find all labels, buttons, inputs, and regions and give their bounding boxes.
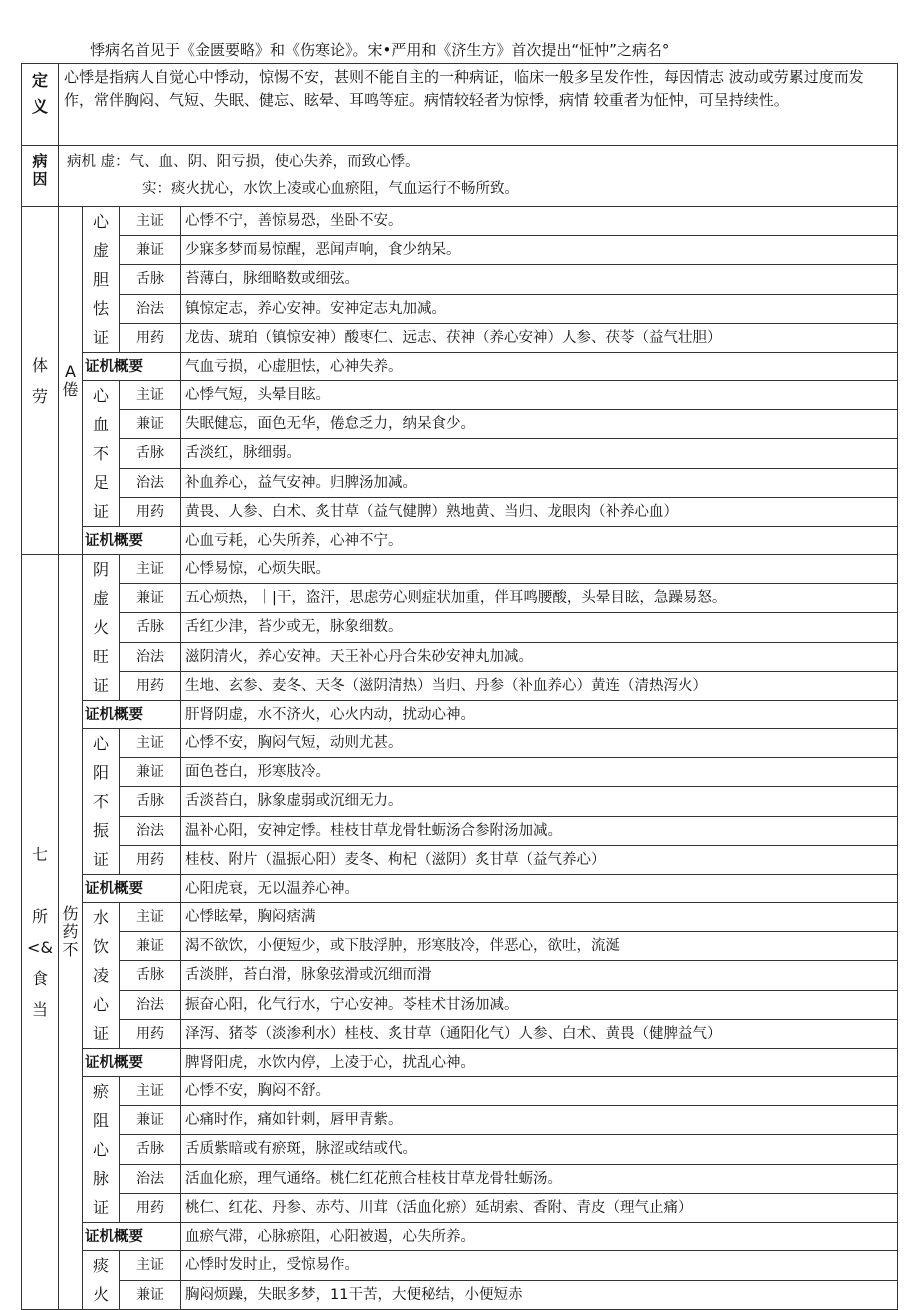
definition-text: 心悸是指病人自觉心中悸动，惊惕不安，甚则不能自主的一种病证，临床一般多呈发作性，每因情志 波动或劳累过度而发作，常伴胸闷、气短、失眠、健忘、眩晕、耳鸣等症。病情较轻者为惊悸，病情 较重者为怔忡，可呈持续性。 (59, 64, 898, 146)
intro-line: 悸病名首见于《金匮要略》和《伤寒论》。宋•严用和《济生方》首次提出“怔忡”之病名° (90, 41, 670, 59)
medicine-text: 泽泻、猪苓（淡渗利水）桂枝、炙甘草（通阳化气）人参、白术、黄畏（健脾益气） (181, 1019, 898, 1048)
mechanism-label: 证机概要 (83, 701, 181, 729)
secondary-symptom-label: 兼证 (120, 236, 181, 265)
secondary-symptom-text: 五心烦热，｜|干，盗汗，思虑劳心则症状加重，伴耳鸣腰酸，头晕目眩，急躁易怒。 (181, 584, 898, 613)
syndrome-row (22, 236, 898, 265)
group-label: 体 劳 (22, 207, 59, 555)
syndrome-name: 痰 火 (83, 1251, 120, 1310)
medicine-label: 用药 (120, 323, 181, 352)
palpitation-table (21, 63, 898, 1310)
treatment-label: 治法 (120, 294, 181, 323)
mechanism-text: 心阳虎衰，无以温养心神。 (181, 875, 898, 903)
mechanism-row (22, 701, 898, 729)
mechanism-text: 血瘀气滞，心脉瘀阻，心阳被遏，心失所养。 (181, 1223, 898, 1251)
tongue-pulse-text: 苔薄白，脉细略数或细弦。 (181, 265, 898, 294)
tongue-pulse-text: 舌红少津，苔少或无，脉象细数。 (181, 613, 898, 642)
main-symptom-text: 心悸易惊，心烦失眠。 (181, 555, 898, 584)
mechanism-text: 心血亏耗，心失所养，心神不宁。 (181, 527, 898, 555)
syndrome-row (22, 207, 898, 236)
syndrome-row (22, 410, 898, 439)
treatment-label: 治法 (120, 1164, 181, 1193)
treatment-text: 滋阴清火，养心安神。天王补心丹合朱砂安神丸加减。 (181, 642, 898, 671)
tongue-pulse-label: 舌脉 (120, 961, 181, 990)
medicine-text: 生地、玄参、麦冬、天冬（滋阴清热）当归、丹参（补血养心）黄连（清热泻火） (181, 671, 898, 700)
definition-label: 定义 (22, 64, 59, 146)
secondary-symptom-label: 兼证 (120, 584, 181, 613)
group-sublabel: A 倦 (59, 207, 83, 555)
syndrome-row (22, 323, 898, 352)
tongue-pulse-label: 舌脉 (120, 1135, 181, 1164)
group-label: 七 所 <& 食 当 (22, 555, 59, 1310)
syndrome-row (22, 497, 898, 526)
cause-label: 病因 (22, 146, 59, 207)
medicine-label: 用药 (120, 1019, 181, 1048)
syndrome-row (22, 613, 898, 642)
tongue-pulse-text: 舌质紫暗或有瘀斑，脉涩或结或代。 (181, 1135, 898, 1164)
medicine-text: 桂枝、附片（温振心阳）麦冬、枸杞（滋阴）炙甘草（益气养心） (181, 845, 898, 874)
syndrome-name: 心 虚 胆 怯 证 (83, 207, 120, 353)
syndrome-row (22, 845, 898, 874)
syndrome-row (22, 903, 898, 932)
syndrome-row (22, 265, 898, 294)
main-symptom-label: 主证 (120, 207, 181, 236)
syndrome-row (22, 1019, 898, 1048)
mechanism-row (22, 1223, 898, 1251)
treatment-text: 振奋心阳，化气行水，宁心安神。苓桂术甘汤加减。 (181, 990, 898, 1019)
syndrome-name: 瘀 阻 心 脉 证 (83, 1077, 120, 1223)
syndrome-row (22, 584, 898, 613)
mechanism-row (22, 875, 898, 903)
treatment-text: 补血养心，益气安神。归脾汤加减。 (181, 468, 898, 497)
main-symptom-label: 主证 (120, 729, 181, 758)
mechanism-row (22, 1049, 898, 1077)
syndrome-row (22, 729, 898, 758)
cause-text (59, 146, 898, 207)
syndrome-row (22, 1106, 898, 1135)
syndrome-row (22, 381, 898, 410)
cause-excess: 实：痰火扰心，水饮上凌或心血瘀阻，气血运行不畅所致。 (142, 181, 519, 197)
main-symptom-text: 心悸气短，头晕目眩。 (181, 381, 898, 410)
medicine-text: 黄畏、人参、白术、炙甘草（益气健脾）熟地黄、当归、龙眼肉（补养心血） (181, 497, 898, 526)
syndrome-row (22, 961, 898, 990)
treatment-text: 温补心阳，安神定悸。桂枝甘草龙骨牡蛎汤合参附汤加减。 (181, 816, 898, 845)
mechanism-label: 证机概要 (83, 1223, 181, 1251)
tongue-pulse-text: 舌淡苔白，脉象虚弱或沉细无力。 (181, 787, 898, 816)
syndrome-row (22, 555, 898, 584)
secondary-symptom-text: 少寐多梦而易惊醒，恶闻声响，食少纳呆。 (181, 236, 898, 265)
main-symptom-text: 心悸不安，胸闷气短，动则尤甚。 (181, 729, 898, 758)
group-sublabel: 伤 药 不 (59, 555, 83, 1310)
mechanism-row (22, 353, 898, 381)
cause-deficiency: 病机 虚：气、血、阴、阳亏损，使心失养，而致心悸。 (67, 154, 420, 170)
secondary-symptom-text: 胸闷烦躁，失眠多梦，11干苦，大便秘结，小便短赤 (181, 1280, 898, 1310)
mechanism-text: 肝肾阴虚，水不济火，心火内动，扰动心神。 (181, 701, 898, 729)
medicine-text: 桃仁、红花、丹参、赤芍、川茸（活血化瘀）延胡索、香附、青皮（理气止痛） (181, 1193, 898, 1222)
main-symptom-label: 主证 (120, 903, 181, 932)
secondary-symptom-label: 兼证 (120, 932, 181, 961)
main-symptom-text: 心悸眩晕，胸闷痞满 (181, 903, 898, 932)
mechanism-label: 证机概要 (83, 527, 181, 555)
medicine-text: 龙齿、琥珀（镇惊安神）酸枣仁、远志、茯神（养心安神）人参、茯苓（益气壮胆） (181, 323, 898, 352)
mechanism-text: 脾肾阳虎，水饮内停，上凌于心，扰乱心神。 (181, 1049, 898, 1077)
syndrome-row (22, 1251, 898, 1281)
main-symptom-label: 主证 (120, 381, 181, 410)
main-symptom-label: 主证 (120, 555, 181, 584)
medicine-label: 用药 (120, 671, 181, 700)
tongue-pulse-label: 舌脉 (120, 439, 181, 468)
definition-row (22, 64, 898, 146)
syndrome-row (22, 439, 898, 468)
secondary-symptom-text: 面色苍白，形寒肢冷。 (181, 758, 898, 787)
syndrome-row (22, 1164, 898, 1193)
tongue-pulse-label: 舌脉 (120, 613, 181, 642)
cause-row (22, 146, 898, 207)
main-symptom-label: 主证 (120, 1077, 181, 1106)
mechanism-label: 证机概要 (83, 353, 181, 381)
treatment-label: 治法 (120, 468, 181, 497)
syndrome-row (22, 294, 898, 323)
syndrome-name: 心 阳 不 振 证 (83, 729, 120, 875)
syndrome-row (22, 1280, 898, 1310)
treatment-label: 治法 (120, 816, 181, 845)
mechanism-row (22, 527, 898, 555)
main-symptom-label: 主证 (120, 1251, 181, 1281)
mechanism-label: 证机概要 (83, 875, 181, 903)
syndrome-row (22, 787, 898, 816)
syndrome-name: 水 饮 凌 心 证 (83, 903, 120, 1049)
syndrome-name: 心 血 不 足 证 (83, 381, 120, 527)
secondary-symptom-text: 失眠健忘，面色无华，倦怠乏力，纳呆食少。 (181, 410, 898, 439)
syndrome-row (22, 1135, 898, 1164)
tongue-pulse-label: 舌脉 (120, 787, 181, 816)
medicine-label: 用药 (120, 1193, 181, 1222)
mechanism-label: 证机概要 (83, 1049, 181, 1077)
syndrome-row (22, 758, 898, 787)
syndrome-row (22, 1193, 898, 1222)
tongue-pulse-text: 舌淡胖，苔白滑，脉象弦滑或沉细而滑 (181, 961, 898, 990)
secondary-symptom-text: 心痛时作，痛如针刺，唇甲青紫。 (181, 1106, 898, 1135)
secondary-symptom-label: 兼证 (120, 1106, 181, 1135)
secondary-symptom-text: 渴不欲饮，小便短少，或下肢浮肿，形寒肢冷，伴恶心，欲吐，流涎 (181, 932, 898, 961)
treatment-label: 治法 (120, 990, 181, 1019)
main-symptom-text: 心悸时发时止，受惊易作。 (181, 1251, 898, 1281)
main-symptom-text: 心悸不宁，善惊易恐，坐卧不安。 (181, 207, 898, 236)
syndrome-row (22, 990, 898, 1019)
syndrome-row (22, 1077, 898, 1106)
treatment-text: 活血化瘀，理气通络。桃仁红花煎合桂枝甘草龙骨牡蛎汤。 (181, 1164, 898, 1193)
syndrome-row (22, 642, 898, 671)
syndrome-row (22, 671, 898, 700)
syndrome-row (22, 932, 898, 961)
secondary-symptom-label: 兼证 (120, 758, 181, 787)
syndrome-row (22, 816, 898, 845)
syndrome-name: 阴 虚 火 旺 证 (83, 555, 120, 701)
secondary-symptom-label: 兼证 (120, 1280, 181, 1310)
secondary-symptom-label: 兼证 (120, 410, 181, 439)
syndrome-row (22, 468, 898, 497)
medicine-label: 用药 (120, 497, 181, 526)
treatment-label: 治法 (120, 642, 181, 671)
tongue-pulse-text: 舌淡红，脉细弱。 (181, 439, 898, 468)
main-symptom-text: 心悸不安，胸闷不舒。 (181, 1077, 898, 1106)
mechanism-text: 气血亏损，心虚胆怯，心神失养。 (181, 353, 898, 381)
treatment-text: 镇惊定志，养心安神。安神定志丸加减。 (181, 294, 898, 323)
medicine-label: 用药 (120, 845, 181, 874)
tongue-pulse-label: 舌脉 (120, 265, 181, 294)
